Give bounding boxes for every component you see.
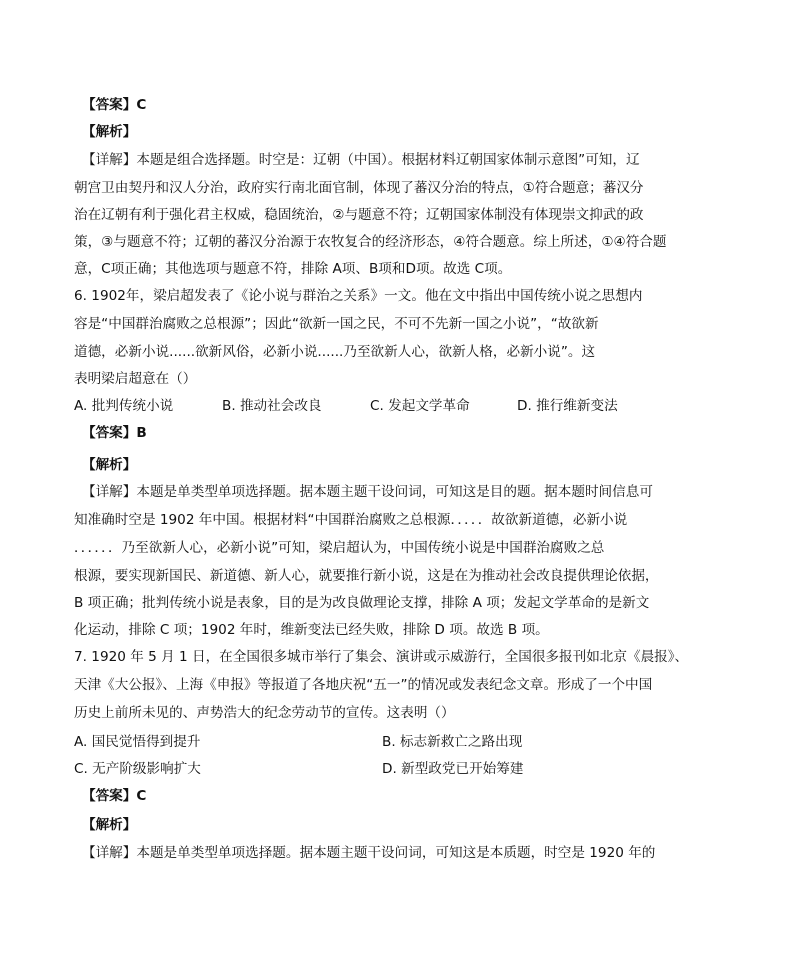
q7-option-a: A. 国民觉悟得到提升 <box>74 734 201 750</box>
q6-option-b: B. 推动社会改良 <box>222 398 322 414</box>
q7-option-d: D. 新型政党已开始筹建 <box>382 761 524 777</box>
q6-detail-line-5: B 项正确；批判传统小说是表象，目的是为改良做理论支撑，排除 A 项；发起文学革命的是新文 <box>74 595 650 611</box>
q7-answer: 【答案】C <box>82 788 147 804</box>
q7-analysis-heading: 【解析】 <box>82 817 137 833</box>
q5-detail-line-5: 意，C项正确；其他选项与题意不符，排除 A项、B项和D项。故选 C项。 <box>74 261 512 277</box>
q5-answer: 【答案】C <box>82 97 147 113</box>
q6-question-line-4: 表明梁启超意在（） <box>74 371 197 387</box>
q5-detail-line-2: 朝宫卫由契丹和汉人分治，政府实行南北面官制，体现了蕃汉分治的特点，①符合题意；蕃汉分 <box>74 180 644 196</box>
q6-detail-line-3: ．．．．．．乃至欲新人心，必新小说”可知，梁启超认为，中国传统小说是中国群治腐败之总 <box>74 540 605 556</box>
q7-option-b: B. 标志新救亡之路出现 <box>382 734 523 750</box>
q5-detail-line-4: 策，③与题意不符；辽朝的蕃汉分治源于农牧复合的经济形态，④符合题意。综上所述，①④符合题 <box>74 234 667 250</box>
q6-question-line-2: 容是“中国群治腐败之总根源”；因此“欲新一国之民，不可不先新一国之小说”，“故欲新 <box>74 316 599 332</box>
q7-detail-line-1: 【详解】本题是单类型单项选择题。据本题主题干设问词，可知这是本质题，时空是 1920 年的 <box>82 845 656 861</box>
q5-detail-line-3: 治在辽朝有利于强化君主权威，稳固统治，②与题意不符；辽朝国家体制没有体现崇文抑武的政 <box>74 207 644 223</box>
q7-question-line-1: 7. 1920 年 5 月 1 日，在全国很多城市举行了集会、演讲或示威游行，全国很多报刊如北京《晨报》、 <box>74 649 689 665</box>
q5-detail-line-1: 【详解】本题是组合选择题。时空是：辽朝（中国）。根据材料辽朝国家体制示意图”可知，辽 <box>82 152 640 168</box>
q7-question-line-2: 天津《大公报》、上海《申报》等报道了各地庆祝“五一”的情况或发表纪念文章。形成了一个中国 <box>74 677 653 693</box>
q6-detail-line-1: 【详解】本题是单类型单项选择题。据本题主题干设问词，可知这是目的题。据本题时间信息可 <box>82 484 653 500</box>
q6-detail-line-6: 化运动，排除 C 项；1902 年时，维新变法已经失败，排除 D 项。故选 B 项。 <box>74 622 549 638</box>
q6-detail-line-4: 根源，要实现新国民、新道德、新人心，就要推行新小说，这是在为推动社会改良提供理论依据， <box>74 568 659 584</box>
q7-option-c: C. 无产阶级影响扩大 <box>74 761 201 777</box>
q6-question-line-3: 道德，必新小说......欲新风俗，必新小说......乃至欲新人心，欲新人格，必新小说”。这 <box>74 344 596 360</box>
q6-detail-line-2: 知准确时空是 1902 年中国。根据材料“中国群治腐败之总根源．．．．．故欲新道德，必新小说 <box>74 512 628 528</box>
q6-answer: 【答案】B <box>82 425 147 441</box>
q5-analysis-heading: 【解析】 <box>82 124 137 140</box>
q6-option-a: A. 批判传统小说 <box>74 398 174 414</box>
q6-question-line-1: 6. 1902年，梁启超发表了《论小说与群治之关系》一文。他在文中指出中国传统小说之思想内 <box>74 288 643 304</box>
q6-option-c: C. 发起文学革命 <box>370 398 470 414</box>
q6-option-d: D. 推行维新变法 <box>517 398 618 414</box>
q6-analysis-heading: 【解析】 <box>82 457 137 473</box>
q7-question-line-3: 历史上前所未见的、声势浩大的纪念劳动节的宣传。这表明（） <box>74 705 455 721</box>
